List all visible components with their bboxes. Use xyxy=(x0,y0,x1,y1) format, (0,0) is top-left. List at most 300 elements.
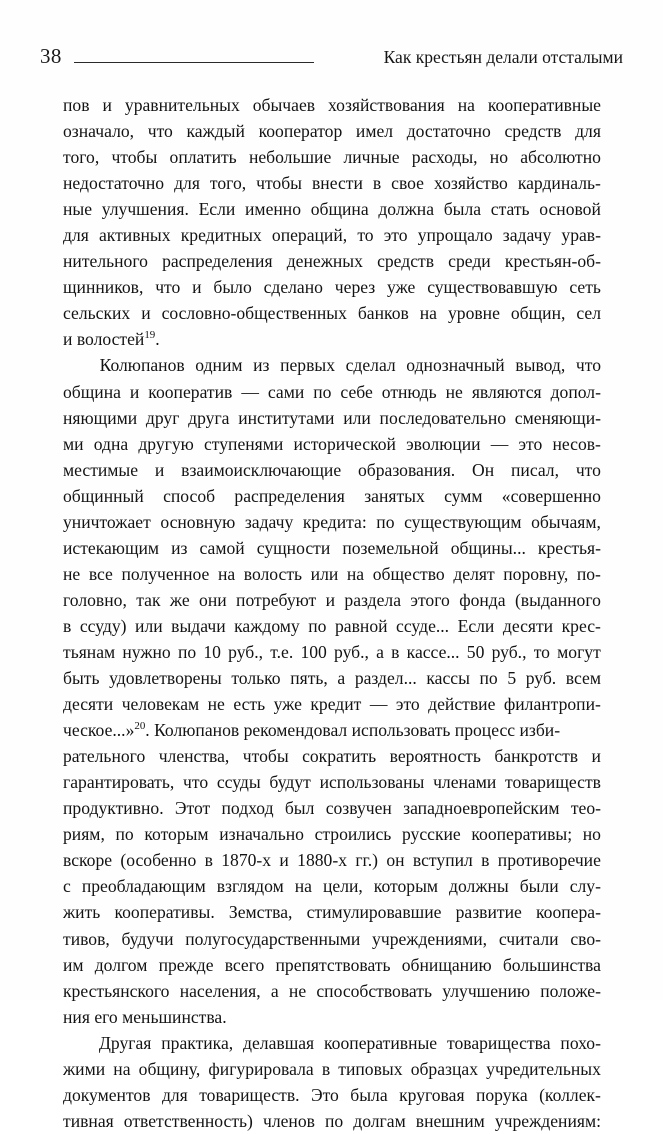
word: сменяющи- xyxy=(514,407,601,428)
word: то xyxy=(533,641,550,662)
word: на xyxy=(294,876,312,897)
word: сделано xyxy=(263,277,323,298)
running-head-title: Как крестьян делали отсталыми xyxy=(383,47,623,67)
word: последовательно xyxy=(379,407,507,428)
word: Колюпанов xyxy=(99,355,185,376)
word: местимые xyxy=(63,459,139,480)
word: кооперативы; xyxy=(471,824,573,845)
word: тьянам xyxy=(63,641,116,662)
word: сократить xyxy=(302,746,377,767)
word: «совершенно xyxy=(501,485,601,506)
word: а xyxy=(376,641,384,662)
word: был xyxy=(284,798,315,819)
word: кредитных xyxy=(180,225,262,246)
word: (выданного xyxy=(514,589,601,610)
word: руб., xyxy=(228,641,264,662)
word: или xyxy=(135,615,163,636)
word: из xyxy=(171,537,188,558)
word: истекающим xyxy=(63,537,160,558)
word: пять, xyxy=(290,668,328,689)
word: не xyxy=(445,381,463,402)
word: что xyxy=(575,355,601,376)
text-line xyxy=(63,483,601,509)
word: то xyxy=(357,225,374,246)
word: кассы xyxy=(426,668,470,689)
word: потребуют xyxy=(236,589,317,610)
word: способствовать xyxy=(316,980,432,1001)
word: сделал xyxy=(345,355,396,376)
word: основную xyxy=(160,511,236,532)
word: вскоре xyxy=(63,850,113,871)
word: большинства xyxy=(502,954,601,975)
word: кооперативные xyxy=(487,95,601,115)
word: противоречие xyxy=(497,850,601,871)
word: Земства, xyxy=(228,902,293,923)
word: будут xyxy=(269,772,311,793)
word: обычаев xyxy=(252,95,316,115)
word: всем xyxy=(565,668,601,689)
word: обычаям, xyxy=(531,511,601,532)
word: учреждениям: xyxy=(494,1110,601,1131)
text-line xyxy=(63,222,601,248)
word: и xyxy=(591,746,601,767)
word: расходы, xyxy=(411,147,478,168)
word: одна xyxy=(93,433,129,454)
word: это xyxy=(518,433,543,454)
body-text xyxy=(63,92,601,1134)
word: фонда xyxy=(459,589,506,610)
word: допол- xyxy=(550,381,601,402)
word: Он xyxy=(472,459,495,480)
text-line xyxy=(63,847,601,873)
word: активных xyxy=(98,225,171,246)
word: занятых xyxy=(364,485,425,506)
word: русские xyxy=(401,824,461,845)
word: с xyxy=(63,876,71,897)
word: похо- xyxy=(560,1032,601,1053)
running-head xyxy=(40,44,623,70)
word: существующим xyxy=(404,511,522,532)
word: по xyxy=(308,615,327,636)
word: кооператор xyxy=(258,121,343,142)
word: являются xyxy=(471,381,542,402)
word: распределения xyxy=(162,251,273,272)
word: (особенно xyxy=(120,850,197,871)
word: которым xyxy=(144,824,209,845)
paragraph xyxy=(63,352,601,1029)
word: кооперативные xyxy=(324,1032,438,1053)
text-line xyxy=(63,118,601,144)
word: этого xyxy=(410,589,450,610)
word: (коллек- xyxy=(539,1084,601,1105)
text-line xyxy=(63,665,601,691)
word: образцах xyxy=(410,1058,479,1079)
word: в xyxy=(63,615,72,636)
word: 10 xyxy=(203,641,221,662)
word: есть xyxy=(233,694,266,715)
word: полученное xyxy=(121,563,210,584)
word: задачу xyxy=(502,225,552,246)
word: кооперативы. xyxy=(114,902,215,923)
text-line xyxy=(63,795,601,821)
footnote-marker: 20 xyxy=(134,720,146,733)
word: задачу xyxy=(244,511,294,532)
word: а xyxy=(270,980,279,1001)
word: фигурировала xyxy=(208,1058,314,1079)
word: в xyxy=(391,641,400,662)
word: образования. xyxy=(357,459,456,480)
word: обнищанию xyxy=(401,954,492,975)
line-text: ния его меньшинства. xyxy=(63,1006,227,1027)
word: типовых xyxy=(338,1058,403,1079)
word: что xyxy=(575,459,601,480)
word: улучшению xyxy=(442,980,530,1001)
text-line xyxy=(63,587,601,613)
word: волость xyxy=(243,563,303,584)
word: учредительных xyxy=(486,1058,601,1079)
word: продуктивно. xyxy=(63,798,164,819)
word: — xyxy=(369,694,388,715)
word: каждому xyxy=(234,615,300,636)
word: им xyxy=(63,954,84,975)
word: в xyxy=(372,173,382,194)
word: членства, xyxy=(158,746,230,767)
paragraph xyxy=(63,1030,601,1134)
word: или xyxy=(343,407,371,428)
word: использованы xyxy=(319,772,425,793)
word: друга xyxy=(188,407,230,428)
text-line xyxy=(63,92,601,118)
word: способ xyxy=(163,485,216,506)
word: кредит xyxy=(310,694,362,715)
word: долгом xyxy=(94,954,148,975)
word: по xyxy=(177,641,197,662)
word: десяти xyxy=(63,694,114,715)
text-line xyxy=(63,144,601,170)
word: другую xyxy=(138,433,194,454)
word: денежных xyxy=(286,251,363,272)
word: они xyxy=(199,589,227,610)
text-line xyxy=(63,170,601,196)
line-text: и волостей xyxy=(63,329,145,350)
word: членов xyxy=(262,1110,315,1131)
word: и xyxy=(141,303,151,324)
word: были xyxy=(519,876,559,897)
word: каждый xyxy=(186,121,245,142)
word: цели, xyxy=(322,876,363,897)
word: исторической xyxy=(293,433,396,454)
word: ссуду) xyxy=(79,615,127,636)
word: общин, xyxy=(510,303,566,324)
word: гарантировать, xyxy=(63,772,175,793)
word: именно xyxy=(245,199,302,220)
paragraph xyxy=(63,92,601,352)
word: по xyxy=(115,824,134,845)
text-line xyxy=(63,379,601,405)
text-line xyxy=(63,769,601,795)
word: чтобы xyxy=(111,147,158,168)
word: банков xyxy=(357,303,409,324)
text-line xyxy=(63,431,601,457)
word: небольшие xyxy=(248,147,332,168)
word: на xyxy=(346,563,365,584)
text-line xyxy=(63,691,601,717)
word: действие xyxy=(428,694,496,715)
word: десяти xyxy=(502,615,554,636)
word: равной xyxy=(334,615,388,636)
word: т.е. xyxy=(270,641,294,662)
word: из xyxy=(253,355,270,376)
word: коопера- xyxy=(536,902,601,923)
word: руб., xyxy=(334,641,369,662)
word: эволюции xyxy=(406,433,481,454)
word: ссуде... xyxy=(396,615,450,636)
page-number: 38 xyxy=(40,44,62,68)
word: взаимоисключающие xyxy=(181,459,342,480)
word: взглядом xyxy=(216,876,284,897)
word: означало, xyxy=(63,121,135,142)
word: и xyxy=(154,459,165,480)
text-line xyxy=(63,639,601,665)
word: или xyxy=(310,563,339,584)
word: сел xyxy=(576,303,601,324)
word: чтобы xyxy=(242,746,289,767)
word: няющими xyxy=(63,407,138,428)
word: чтобы xyxy=(256,173,302,194)
word: делавшая xyxy=(243,1032,315,1053)
word: изначально xyxy=(219,824,304,845)
word: сеть xyxy=(569,277,601,298)
word: западноевропейским xyxy=(403,798,560,819)
word: головно, xyxy=(63,589,127,610)
word: общину, xyxy=(138,1058,201,1079)
word: несов- xyxy=(552,433,601,454)
word: что xyxy=(147,121,173,142)
word: общинный xyxy=(63,485,144,506)
word: кассе... xyxy=(406,641,460,662)
word: населения, xyxy=(179,980,261,1001)
word: человекам xyxy=(121,694,200,715)
text-line xyxy=(63,274,601,300)
word: одним xyxy=(195,355,243,376)
word: — xyxy=(490,433,509,454)
word: на xyxy=(217,563,236,584)
word: для xyxy=(63,225,89,246)
word: вывод, xyxy=(515,355,566,376)
text-line xyxy=(63,1108,601,1134)
word: преобладающим xyxy=(81,876,206,897)
word: не xyxy=(288,980,307,1001)
word: операций, xyxy=(271,225,348,246)
word: документов xyxy=(63,1084,151,1105)
text-line xyxy=(63,1056,601,1082)
word: тивов, xyxy=(63,928,110,949)
word: риям, xyxy=(63,824,105,845)
word: жими xyxy=(63,1058,106,1079)
word: быть xyxy=(63,668,100,689)
word: улучшения. xyxy=(101,199,189,220)
text-line xyxy=(63,248,601,274)
word: кардиналь- xyxy=(517,173,601,194)
text-line xyxy=(63,1004,601,1030)
line-text-tail: . Колюпанов рекомендовал использовать процесс изби- xyxy=(145,720,561,741)
word: 5 xyxy=(507,668,517,689)
text-line xyxy=(63,300,601,326)
word: слу- xyxy=(569,876,601,897)
word: и xyxy=(192,277,202,298)
word: круговая xyxy=(399,1084,465,1105)
word: ступенями xyxy=(203,433,284,454)
line-text: ческое...» xyxy=(63,720,135,741)
word: нительного xyxy=(63,251,148,272)
word: оплатить xyxy=(169,147,237,168)
word: что xyxy=(155,277,181,298)
word: имел xyxy=(355,121,394,142)
word: это xyxy=(383,225,408,246)
word: кооператив xyxy=(148,381,233,402)
word: удовлетворены xyxy=(109,668,222,689)
word: гг.) xyxy=(355,850,379,871)
word: внешним xyxy=(415,1110,485,1131)
word: Это xyxy=(310,1084,339,1105)
word: членами xyxy=(433,772,497,793)
word: тео- xyxy=(570,798,601,819)
word: поземельной xyxy=(342,537,439,558)
word: по xyxy=(324,1110,344,1131)
word: внести xyxy=(311,173,363,194)
word: по xyxy=(479,668,498,689)
word: и xyxy=(279,850,289,871)
word: общество xyxy=(372,563,445,584)
word: банкротств xyxy=(494,746,579,767)
text-line xyxy=(63,509,601,535)
word: общины... xyxy=(450,537,526,558)
word: стимулировавшие xyxy=(306,902,442,923)
word: 1870-х xyxy=(221,850,272,871)
word: товарищества xyxy=(447,1032,551,1053)
word: он xyxy=(386,850,405,871)
text-line xyxy=(63,613,601,639)
word: развитие xyxy=(455,902,522,923)
word: вступил xyxy=(412,850,473,871)
word: полугосударственными xyxy=(185,928,361,949)
word: долгам xyxy=(353,1110,406,1131)
word: руб. xyxy=(525,668,557,689)
word: в xyxy=(321,1058,331,1079)
word: институтами xyxy=(238,407,335,428)
text-line xyxy=(63,952,601,978)
word: того, xyxy=(209,173,247,194)
word: не xyxy=(63,563,81,584)
word: уже xyxy=(273,694,302,715)
word: 50 xyxy=(466,641,485,662)
word: упрощало xyxy=(417,225,493,246)
word: нужно xyxy=(122,641,171,662)
word: хозяйство xyxy=(433,173,508,194)
text-line xyxy=(63,326,601,352)
word: для xyxy=(161,1084,188,1105)
word: подход xyxy=(221,798,274,819)
word: писал, xyxy=(510,459,559,480)
word: самой xyxy=(199,537,245,558)
text-line xyxy=(63,717,601,743)
word: учреждениями, xyxy=(372,928,488,949)
word: абсолютно xyxy=(520,147,601,168)
word: щинников, xyxy=(63,277,144,298)
word: крестьян-об- xyxy=(504,251,601,272)
word: но xyxy=(582,824,601,845)
text-line xyxy=(63,873,601,899)
text-line xyxy=(63,1030,601,1056)
word: Этот xyxy=(174,798,211,819)
word: недостаточно xyxy=(63,173,165,194)
word: ные xyxy=(63,199,93,220)
word: порука xyxy=(475,1084,528,1105)
word: ответственность) xyxy=(123,1110,253,1131)
word: рательного xyxy=(63,746,146,767)
word: могут xyxy=(557,641,601,662)
word: только xyxy=(231,668,281,689)
paragraph-indent xyxy=(63,352,89,378)
text-line xyxy=(63,899,601,925)
word: должна xyxy=(378,199,435,220)
word: сумм xyxy=(444,485,483,506)
word: но xyxy=(489,147,509,168)
word: выдачи xyxy=(171,615,226,636)
word: и xyxy=(102,95,112,115)
word: уровне xyxy=(447,303,500,324)
word: друг xyxy=(145,407,180,428)
text-line xyxy=(63,561,601,587)
word: была xyxy=(350,1084,388,1105)
word: будучи xyxy=(121,928,174,949)
word: сущности xyxy=(256,537,331,558)
word: всего xyxy=(224,954,265,975)
word: основой xyxy=(539,199,601,220)
line-text-tail: . xyxy=(155,329,160,350)
word: сельских xyxy=(63,303,131,324)
word: ми xyxy=(63,433,84,454)
word: того, xyxy=(63,147,100,168)
word: в xyxy=(481,850,490,871)
word: распределения xyxy=(234,485,345,506)
word: на xyxy=(419,303,437,324)
word: существовавшую xyxy=(427,277,558,298)
word: стать xyxy=(490,199,530,220)
word: которым xyxy=(373,876,439,897)
word: среди xyxy=(448,251,491,272)
word: для xyxy=(174,173,200,194)
word: была xyxy=(443,199,482,220)
word: крестьянского xyxy=(63,980,170,1001)
word: считали xyxy=(498,928,559,949)
word: — xyxy=(241,381,259,402)
word: уже xyxy=(387,277,416,298)
text-line xyxy=(63,821,601,847)
word: уравнительных xyxy=(124,95,240,115)
word: практика, xyxy=(161,1032,234,1053)
word: по- xyxy=(576,563,601,584)
footnote-marker: 19 xyxy=(144,329,156,342)
word: что xyxy=(183,772,209,793)
word: на xyxy=(113,1058,131,1079)
word: товариществ. xyxy=(199,1084,300,1105)
word: должны xyxy=(449,876,509,897)
word: сво- xyxy=(570,928,601,949)
word: по xyxy=(313,381,332,402)
word: Если xyxy=(198,199,236,220)
word: тивная xyxy=(63,1110,114,1131)
